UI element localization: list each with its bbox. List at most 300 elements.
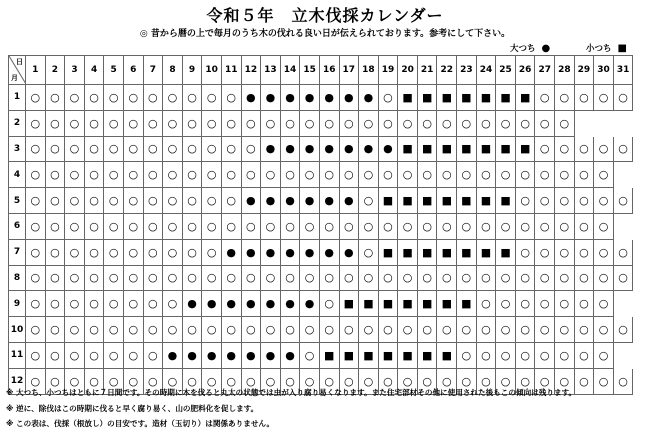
day-cell: ○: [104, 265, 124, 291]
day-cell: ○: [104, 368, 124, 394]
day-cell: ○: [163, 188, 183, 214]
day-cell: ●: [202, 342, 222, 368]
day-cell: ○: [163, 239, 183, 265]
day-cell: ○: [457, 110, 477, 136]
day-cell: ○: [261, 213, 281, 239]
day-cell: ○: [84, 291, 104, 317]
empty-cell: [613, 162, 633, 188]
day-cell: ○: [594, 342, 614, 368]
day-cell: ○: [339, 265, 359, 291]
day-cell: ○: [123, 239, 143, 265]
day-cell: ●: [221, 342, 241, 368]
day-cell: ○: [241, 162, 261, 188]
day-cell: ○: [143, 213, 163, 239]
day-cell: ○: [163, 136, 183, 162]
day-cell: ○: [241, 368, 261, 394]
day-cell: ○: [104, 291, 124, 317]
day-cell: ○: [378, 213, 398, 239]
day-cell: ○: [437, 110, 457, 136]
day-cell: ●: [261, 239, 281, 265]
day-cell: ○: [45, 136, 65, 162]
day-cell: ○: [26, 368, 46, 394]
day-cell: ■: [398, 188, 418, 214]
day-cell: ○: [535, 85, 555, 111]
day-cell: ○: [45, 213, 65, 239]
month-label: 7: [9, 239, 26, 265]
day-cell: ■: [417, 136, 437, 162]
day-cell: ○: [476, 317, 496, 343]
day-cell: ○: [359, 110, 379, 136]
day-cell: ○: [65, 239, 85, 265]
corner-cell: [9, 56, 26, 85]
day-cell: ○: [26, 162, 46, 188]
day-cell: ●: [241, 239, 261, 265]
day-cell: ○: [163, 368, 183, 394]
legend-big-symbol: ●: [541, 43, 551, 54]
day-cell: ●: [319, 239, 339, 265]
day-cell: ●: [300, 291, 320, 317]
day-cell: ■: [515, 136, 535, 162]
day-cell: ○: [515, 110, 535, 136]
day-header: 2: [45, 56, 65, 85]
day-cell: ■: [378, 291, 398, 317]
day-cell: ●: [241, 342, 261, 368]
month-label: 10: [9, 317, 26, 343]
day-cell: ○: [202, 213, 222, 239]
day-cell: ○: [182, 162, 202, 188]
day-cell: ■: [359, 291, 379, 317]
day-cell: ■: [437, 342, 457, 368]
day-cell: ○: [457, 317, 477, 343]
day-cell: ●: [261, 342, 281, 368]
month-label: 6: [9, 213, 26, 239]
day-header: 9: [182, 56, 202, 85]
day-cell: ○: [535, 265, 555, 291]
day-cell: ●: [261, 85, 281, 111]
day-cell: ○: [123, 85, 143, 111]
day-header: 23: [457, 56, 477, 85]
header-row: [9, 56, 633, 85]
day-cell: ○: [182, 110, 202, 136]
day-cell: ○: [437, 162, 457, 188]
day-cell: ○: [104, 136, 124, 162]
day-cell: ○: [496, 162, 516, 188]
day-cell: ○: [104, 188, 124, 214]
day-header: 12: [241, 56, 261, 85]
day-cell: ○: [45, 368, 65, 394]
day-cell: ○: [26, 110, 46, 136]
day-cell: ○: [594, 317, 614, 343]
day-cell: ○: [594, 291, 614, 317]
month-label: 3: [9, 136, 26, 162]
day-cell: ○: [45, 342, 65, 368]
day-cell: ○: [163, 162, 183, 188]
day-cell: ○: [417, 368, 437, 394]
day-cell: ○: [104, 342, 124, 368]
day-cell: ●: [261, 291, 281, 317]
day-cell: ●: [280, 239, 300, 265]
day-cell: ○: [594, 368, 614, 394]
day-cell: ○: [143, 110, 163, 136]
day-cell: ○: [182, 136, 202, 162]
month-label: 8: [9, 265, 26, 291]
note-1: ※ 大つち、小つちはともに７日間です。その時期に木を伐ると丸太の状態では虫が入り腐り易くなります。また住宅部材その他に使用された後もこの傾向は残ります。: [6, 388, 577, 397]
day-cell: ○: [300, 368, 320, 394]
day-cell: ○: [417, 265, 437, 291]
day-header: 6: [123, 56, 143, 85]
day-cell: ○: [84, 317, 104, 343]
day-cell: ○: [613, 239, 633, 265]
day-cell: ●: [319, 136, 339, 162]
day-cell: ○: [574, 317, 594, 343]
day-cell: ○: [535, 239, 555, 265]
day-cell: ○: [555, 291, 575, 317]
day-cell: ○: [594, 239, 614, 265]
day-header: 31: [613, 56, 633, 85]
day-header: 1: [26, 56, 46, 85]
day-cell: ○: [319, 162, 339, 188]
day-header: 7: [143, 56, 163, 85]
month-row: [9, 110, 633, 136]
day-cell: ○: [65, 188, 85, 214]
day-cell: ●: [163, 342, 183, 368]
day-cell: ○: [241, 110, 261, 136]
day-cell: ○: [574, 291, 594, 317]
day-cell: ■: [378, 188, 398, 214]
day-cell: ○: [123, 368, 143, 394]
day-cell: ○: [555, 136, 575, 162]
day-cell: ○: [476, 110, 496, 136]
day-cell: ○: [182, 368, 202, 394]
day-cell: ●: [300, 239, 320, 265]
day-cell: ○: [45, 85, 65, 111]
notes: [6, 385, 576, 432]
day-cell: ○: [319, 291, 339, 317]
day-cell: ○: [417, 213, 437, 239]
day-cell: ●: [221, 291, 241, 317]
day-cell: ■: [457, 136, 477, 162]
day-cell: ○: [221, 136, 241, 162]
month-label: 1: [9, 85, 26, 111]
day-cell: ○: [457, 342, 477, 368]
day-cell: ○: [143, 317, 163, 343]
day-cell: ○: [574, 342, 594, 368]
day-cell: ○: [45, 265, 65, 291]
day-cell: ○: [202, 85, 222, 111]
day-cell: ○: [84, 213, 104, 239]
empty-cell: [574, 110, 594, 136]
day-header: 27: [535, 56, 555, 85]
day-cell: ○: [280, 213, 300, 239]
day-cell: ●: [339, 85, 359, 111]
day-cell: ■: [437, 239, 457, 265]
day-cell: ○: [123, 110, 143, 136]
day-header: 17: [339, 56, 359, 85]
day-cell: ■: [319, 342, 339, 368]
day-cell: ○: [241, 265, 261, 291]
day-cell: ○: [515, 213, 535, 239]
note-3: ※ この表は、伐採（根放し）の目安です。造材（玉切り）は関係ありません。: [6, 419, 275, 429]
day-cell: ○: [280, 368, 300, 394]
day-cell: ○: [84, 368, 104, 394]
day-cell: ○: [300, 317, 320, 343]
day-cell: ●: [359, 136, 379, 162]
day-cell: ○: [574, 85, 594, 111]
day-header: 10: [202, 56, 222, 85]
day-cell: ○: [359, 265, 379, 291]
corner-month-label: 月: [11, 74, 18, 82]
day-cell: ○: [45, 317, 65, 343]
day-cell: ○: [143, 291, 163, 317]
day-cell: ○: [574, 239, 594, 265]
day-cell: ○: [574, 162, 594, 188]
day-cell: ●: [280, 85, 300, 111]
day-cell: ■: [378, 342, 398, 368]
day-cell: ○: [476, 162, 496, 188]
day-cell: ○: [378, 317, 398, 343]
day-cell: ●: [339, 188, 359, 214]
day-cell: ■: [496, 85, 516, 111]
day-cell: ○: [84, 85, 104, 111]
day-cell: ○: [123, 291, 143, 317]
day-cell: ■: [417, 239, 437, 265]
day-cell: ○: [594, 188, 614, 214]
day-cell: ○: [515, 162, 535, 188]
day-cell: ○: [26, 265, 46, 291]
day-cell: ○: [515, 188, 535, 214]
day-cell: ○: [163, 85, 183, 111]
day-cell: ○: [45, 162, 65, 188]
day-cell: ○: [594, 162, 614, 188]
day-cell: ○: [143, 162, 163, 188]
day-cell: ●: [261, 188, 281, 214]
day-header: 21: [417, 56, 437, 85]
day-cell: ○: [182, 317, 202, 343]
day-cell: ○: [280, 162, 300, 188]
day-cell: ○: [163, 291, 183, 317]
day-cell: ○: [104, 110, 124, 136]
day-cell: ○: [555, 239, 575, 265]
legend-small-symbol: ■: [617, 43, 627, 54]
day-cell: ○: [496, 368, 516, 394]
page-subtitle: ◎ 昔から暦の上で毎月のうち木の伐れる良い日が伝えられております。参考にして下さい。: [139, 29, 511, 39]
corner-day-label: 日: [16, 58, 23, 66]
day-cell: ○: [378, 162, 398, 188]
day-cell: ○: [65, 110, 85, 136]
day-cell: ○: [535, 110, 555, 136]
day-cell: ○: [202, 188, 222, 214]
day-cell: ■: [476, 239, 496, 265]
day-cell: ○: [45, 110, 65, 136]
day-cell: ■: [476, 188, 496, 214]
day-cell: ■: [457, 239, 477, 265]
day-cell: ○: [476, 213, 496, 239]
page-title: 令和５年 立木伐採カレンダー: [206, 6, 444, 25]
day-cell: ●: [182, 342, 202, 368]
day-cell: ○: [555, 213, 575, 239]
month-row: [9, 188, 633, 214]
day-header: 19: [378, 56, 398, 85]
day-cell: ○: [378, 265, 398, 291]
day-cell: ■: [437, 291, 457, 317]
day-cell: ○: [339, 213, 359, 239]
day-cell: ○: [535, 188, 555, 214]
day-cell: ○: [319, 317, 339, 343]
day-cell: ○: [182, 213, 202, 239]
legend-small-label: 小つち: [586, 44, 612, 54]
day-cell: ○: [574, 265, 594, 291]
day-cell: ○: [515, 342, 535, 368]
day-header: 3: [65, 56, 85, 85]
day-cell: ■: [378, 239, 398, 265]
day-cell: ■: [437, 188, 457, 214]
day-cell: ■: [476, 136, 496, 162]
day-cell: ■: [339, 342, 359, 368]
day-cell: ○: [398, 368, 418, 394]
day-cell: ○: [359, 213, 379, 239]
month-row: [9, 265, 633, 291]
day-cell: ○: [574, 368, 594, 394]
day-cell: ○: [261, 162, 281, 188]
month-label: 5: [9, 188, 26, 214]
day-cell: ○: [221, 110, 241, 136]
day-cell: ●: [261, 136, 281, 162]
day-header: 16: [319, 56, 339, 85]
day-cell: ○: [359, 368, 379, 394]
day-cell: ●: [339, 239, 359, 265]
day-cell: ○: [535, 317, 555, 343]
day-header: 24: [476, 56, 496, 85]
day-cell: ○: [221, 368, 241, 394]
day-cell: ○: [143, 342, 163, 368]
day-cell: ○: [221, 85, 241, 111]
day-cell: ■: [398, 136, 418, 162]
day-cell: ○: [574, 136, 594, 162]
day-header: 26: [515, 56, 535, 85]
day-cell: ●: [280, 291, 300, 317]
day-header: 28: [555, 56, 575, 85]
day-cell: ○: [613, 136, 633, 162]
day-cell: ○: [143, 188, 163, 214]
day-cell: ○: [221, 162, 241, 188]
day-cell: ○: [339, 317, 359, 343]
legend-small-tsuchi: [586, 42, 627, 54]
day-cell: ○: [398, 265, 418, 291]
day-cell: ■: [398, 239, 418, 265]
day-cell: ○: [221, 188, 241, 214]
day-cell: ○: [143, 85, 163, 111]
day-cell: ■: [496, 188, 516, 214]
day-cell: ○: [437, 317, 457, 343]
day-cell: ○: [574, 213, 594, 239]
day-cell: ●: [319, 188, 339, 214]
day-cell: ○: [280, 265, 300, 291]
day-cell: ○: [163, 213, 183, 239]
day-cell: ●: [378, 136, 398, 162]
day-cell: ○: [202, 368, 222, 394]
day-cell: ○: [555, 85, 575, 111]
day-header: 18: [359, 56, 379, 85]
day-cell: ○: [123, 342, 143, 368]
day-cell: ●: [241, 85, 261, 111]
month-row: [9, 136, 633, 162]
day-cell: ○: [123, 188, 143, 214]
month-label: 11: [9, 342, 26, 368]
day-cell: ○: [594, 85, 614, 111]
day-cell: ○: [555, 368, 575, 394]
day-cell: ○: [241, 317, 261, 343]
day-cell: ○: [319, 265, 339, 291]
month-row: [9, 291, 633, 317]
day-cell: ○: [26, 317, 46, 343]
day-cell: ○: [65, 368, 85, 394]
day-cell: ●: [280, 136, 300, 162]
day-cell: ■: [339, 291, 359, 317]
day-cell: ○: [104, 85, 124, 111]
day-cell: ●: [300, 85, 320, 111]
day-cell: ○: [182, 265, 202, 291]
day-cell: ○: [359, 317, 379, 343]
month-label: 12: [9, 368, 26, 394]
day-header: 22: [437, 56, 457, 85]
day-cell: ○: [26, 136, 46, 162]
day-cell: ○: [457, 213, 477, 239]
day-cell: ■: [437, 136, 457, 162]
day-cell: ○: [104, 317, 124, 343]
day-cell: ○: [84, 110, 104, 136]
day-cell: ○: [163, 265, 183, 291]
day-cell: ○: [398, 213, 418, 239]
day-cell: ○: [457, 162, 477, 188]
day-cell: ○: [319, 368, 339, 394]
empty-cell: [594, 110, 614, 136]
day-cell: ○: [300, 110, 320, 136]
empty-cell: [613, 213, 633, 239]
day-cell: ○: [535, 162, 555, 188]
day-cell: ●: [241, 291, 261, 317]
day-cell: ○: [45, 188, 65, 214]
day-cell: ○: [378, 110, 398, 136]
day-cell: ○: [65, 265, 85, 291]
day-cell: ○: [437, 265, 457, 291]
day-cell: ●: [300, 136, 320, 162]
day-cell: ■: [398, 342, 418, 368]
day-cell: ○: [26, 239, 46, 265]
day-cell: ○: [300, 342, 320, 368]
month-row: [9, 342, 633, 368]
day-cell: ○: [613, 85, 633, 111]
day-cell: ○: [535, 213, 555, 239]
day-cell: ○: [515, 265, 535, 291]
day-cell: ○: [65, 342, 85, 368]
day-cell: ○: [280, 110, 300, 136]
empty-cell: [613, 342, 633, 368]
month-row: [9, 85, 633, 111]
day-cell: ○: [84, 239, 104, 265]
day-cell: ○: [26, 213, 46, 239]
day-cell: ○: [202, 239, 222, 265]
day-cell: ○: [555, 265, 575, 291]
day-cell: ●: [221, 239, 241, 265]
day-header: 14: [280, 56, 300, 85]
day-cell: ○: [339, 368, 359, 394]
day-cell: ■: [496, 239, 516, 265]
day-cell: ●: [300, 188, 320, 214]
day-cell: ○: [398, 110, 418, 136]
day-cell: ●: [280, 342, 300, 368]
day-cell: ○: [143, 265, 163, 291]
day-cell: ■: [417, 291, 437, 317]
